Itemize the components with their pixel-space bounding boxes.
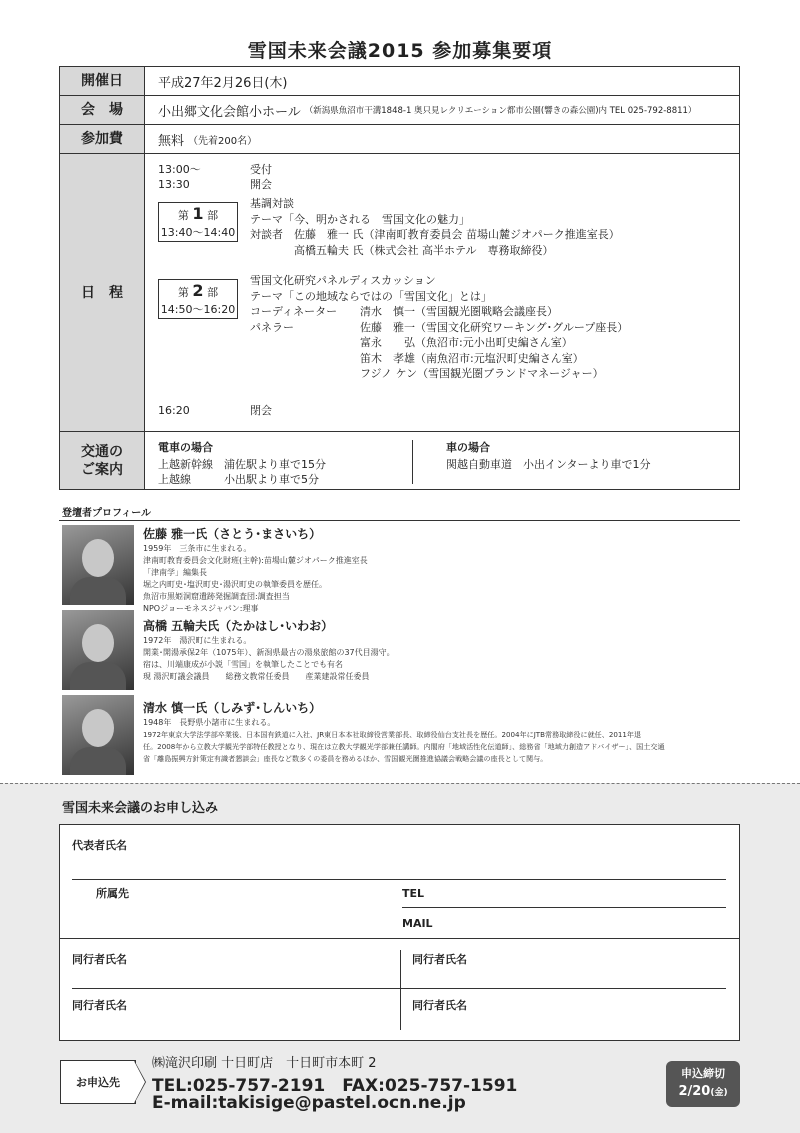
speaker-photo-shimizu <box>62 695 134 775</box>
profile-shimizu: 清水 慎一氏（しみず･しんいち） 1948年 長野県小諸市に生まれる。 1972年東京大学法学部卒業後、日本国有鉄道に入社、JR東日本本社取締役営業部長、取締役仙台支社長を歴任。2004年にJTB常務取締役に就任、2011年退 任。2008年から立教大学観光学部特任教授となり、現在は立教大学観光学部兼任講師。内閣府「地域活性化伝道師」、総務省「地域力創造アドバイザー」、国土交通 省「離島振興方針策定有識者懇談会」座長など数多くの委員を務めるほか、雪国観光圏推進協議会戦略会議の座長として関与。 <box>143 701 665 763</box>
schedule-row <box>60 154 739 432</box>
contact-email: E-mail:takisige@pastel.ocn.ne.jp <box>152 1093 466 1113</box>
date-value: 平成27年2月26日(木) <box>158 75 288 91</box>
part1-time: 13:40～14:40 <box>160 226 236 239</box>
tel-label: TEL <box>402 887 425 900</box>
deadline-label: 申込締切 <box>681 1067 725 1080</box>
profile-sato: 佐藤 雅一氏（さとう･まさいち） 1959年 三条市に生まれる。 津南町教育委員会文化財班(主幹):苗場山麓ジオパーク推進室長 「津南学」編集長 堀之内町史･塩沢町史･湯沢町史の執筆委員を歴任。 魚沼市黒姫洞窟遺跡発掘調査団:調査担当 NPOジョーモネスジャパン:理事 <box>143 527 368 613</box>
opening-text: 開会 <box>250 178 272 191</box>
part2-time: 14:50～16:20 <box>160 303 236 316</box>
transport-label-1: 交通の <box>81 443 123 460</box>
reception-text: 受付 <box>250 163 272 176</box>
car-title: 車の場合 <box>446 441 490 454</box>
mail-label: MAIL <box>402 917 433 930</box>
affiliation-label: 所属先 <box>96 887 129 900</box>
companion-label-2: 同行者氏名 <box>412 953 467 966</box>
page-title: 雪国未来会議2015 参加募集要項 <box>247 40 553 62</box>
panel-names: 清水 慎一（雪国観光圏戦略会議座長） 佐藤 雅一（雪国文化研究ワーキング･グループ座長） 富永 弘（魚沼市:元小出町史編さん室） 笛木 孝雄（南魚沼市:元塩沢町史編さん室） フジノ ケン（雪国観光圏ブランドマネージャー） <box>360 305 629 380</box>
venue-label: 会 場 <box>60 96 145 124</box>
panel-roles: コーディネーター パネラー <box>250 305 338 334</box>
form-divider <box>60 938 739 939</box>
part2-badge: 第 2 部 14:50～16:20 <box>158 279 238 319</box>
part1-badge: 第 1 部 13:40～14:40 <box>158 202 238 242</box>
venue-address: （新潟県魚沼市干溝1848-1 奥只見レクリエーション都市公園(響きの森公園)内 TEL 025-792-8811） <box>304 106 697 116</box>
fee-row <box>60 125 739 154</box>
rep-name-field[interactable] <box>72 879 726 880</box>
fee-note: （先着200名） <box>188 135 258 147</box>
speaker-photo-takahashi <box>62 610 134 690</box>
transport-divider <box>412 440 413 484</box>
fee-value: 無料 <box>158 133 185 149</box>
time-closing: 16:20 <box>158 404 190 417</box>
speaker-photo-sato <box>62 525 134 605</box>
date-row <box>60 67 739 96</box>
transport-label-2: ご案内 <box>81 461 123 478</box>
fee-label: 参加費 <box>60 125 145 153</box>
apply-to-tag: お申込先 <box>60 1060 136 1104</box>
closing-text: 閉会 <box>250 404 272 417</box>
companion-field-row1[interactable] <box>72 988 726 989</box>
train-info: 電車の場合 上越新幹線 浦佐駅より車で15分 上越線 小出駅より車で5分 <box>158 441 326 486</box>
time-opening: 13:30 <box>158 178 190 191</box>
schedule-label: 日 程 <box>60 154 145 431</box>
application-form <box>59 824 740 1041</box>
profile-takahashi: 高橋 五輪夫氏（たかはし･いわお） 1972年 湯沢町に生まれる。 開業･開湯承保2年（1075年）、新潟県最古の湯泉旅館の37代目湯守。 宿は、川端康成が小説「雪国」を執筆したことでも有名 現 湯沢町議会議員 総務文教常任委員 産業建設常任委員 <box>143 619 395 681</box>
companion-label-1: 同行者氏名 <box>72 953 127 966</box>
deadline-day: (金) <box>710 1088 728 1098</box>
profiles-divider <box>59 520 740 521</box>
venue-row <box>60 96 739 125</box>
venue-value: 小出郷文化会館小ホール <box>158 104 301 120</box>
car-info: 車の場合 関越自動車道 小出インターより車で1分 <box>446 441 651 471</box>
train-title: 電車の場合 <box>158 441 213 454</box>
deadline-badge <box>666 1061 740 1107</box>
date-label: 開催日 <box>60 67 145 95</box>
profiles-heading: 登壇者プロフィール <box>62 508 151 519</box>
application-title: 雪国未来会議のお申し込み <box>62 801 219 816</box>
part2-details: 雪国文化研究パネルディスカッション テーマ「この地域ならではの「雪国文化」とは」 <box>250 274 492 303</box>
companion-divider <box>400 950 401 1030</box>
rep-name-label: 代表者氏名 <box>72 839 127 852</box>
event-info-table <box>59 66 740 490</box>
companion-label-3: 同行者氏名 <box>72 999 127 1012</box>
part1-details: 基調対談 テーマ「今、明かされる 雪国文化の魅力」 対談者 佐藤 雅一 氏（津南町教育委員会 苗場山麓ジオパーク推進室長） 高橋五輪夫 氏（株式会社 高半ホテル 専務取締役） <box>250 197 620 257</box>
contact-phone: TEL:025-757-2191 FAX:025-757-1591 <box>152 1076 518 1096</box>
time-reception: 13:00～ <box>158 163 201 176</box>
transport-row <box>60 432 739 489</box>
deadline-date: 2/20 <box>678 1084 711 1099</box>
tel-field[interactable] <box>402 907 726 908</box>
contact-company: ㈱滝沢印刷 十日町店 十日町市本町 2 <box>152 1056 377 1071</box>
companion-label-4: 同行者氏名 <box>412 999 467 1012</box>
